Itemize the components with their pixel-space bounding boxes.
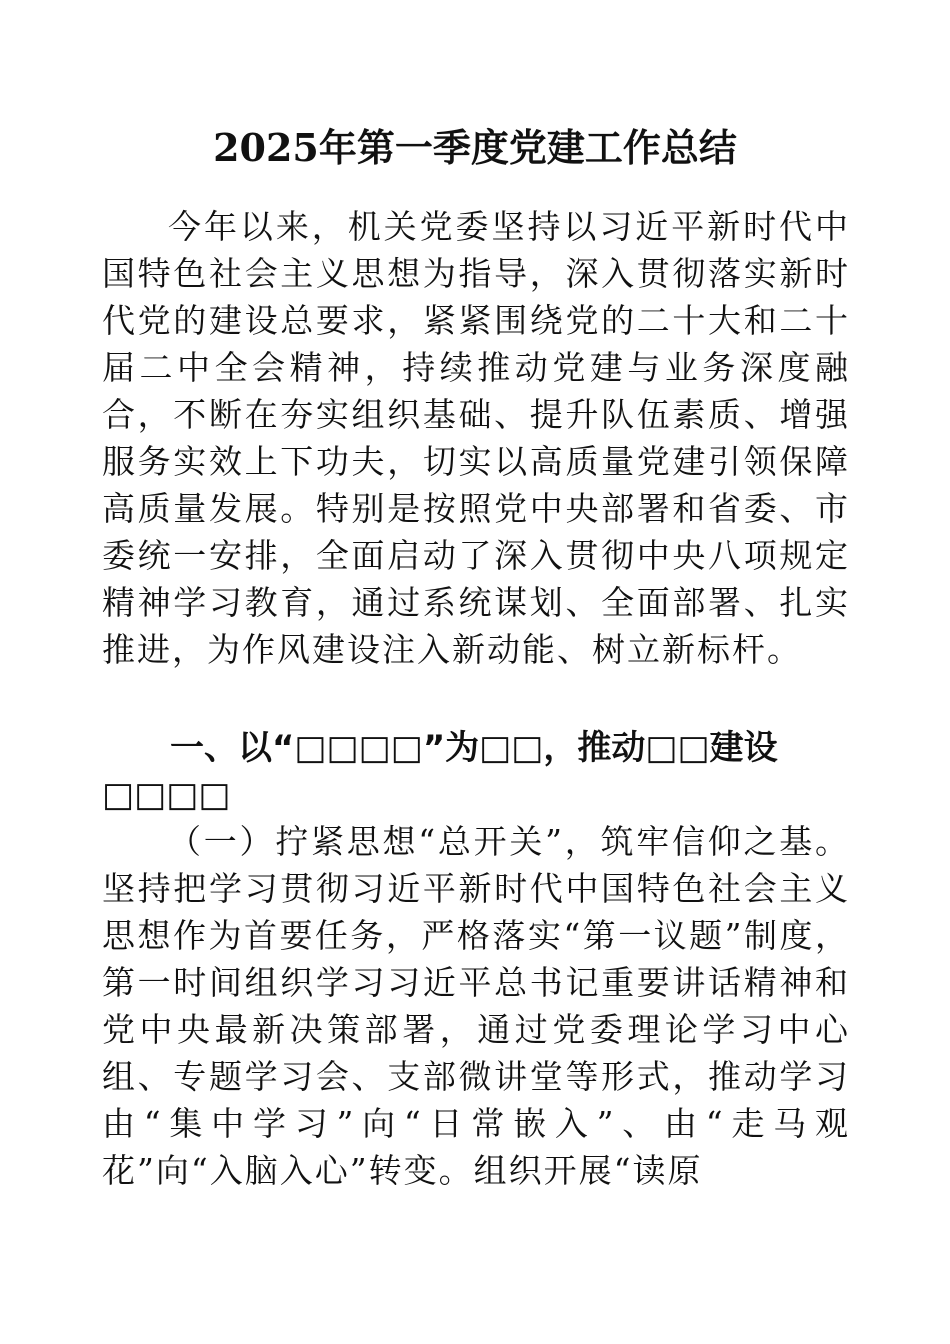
intro-paragraph: 今年以来，机关党委坚持以习近平新时代中国特色社会主义思想为指导，深入贯彻落实新时代党的建设总要求，紧紧围绕党的二十大和二十届二中全会精神，持续推动党建与业务深度融合，不断在夯实组织基础、提升队伍素质、增强服务实效上下功夫，切实以高质量党建引领保障高质量发展。特别是按照党中央部署和省委、市委统一安排，全面启动了深入贯彻中央八项规定精神学习教育，通过系统谋划、全面部署、扎实推进，为作风建设注入新动能、树立新标杆。 — [102, 207, 850, 669]
subsection-paragraph: （一）拧紧思想“总开关”，筑牢信仰之基。坚持把学习贯彻习近平新时代中国特色社会主义思想作为首要任务，严格落实“第一议题”制度，第一时间组织学习习近平总书记重要讲话精神和党中央最新决策部署，通过党委理论学习中心组、专题学习会、支部微讲堂等形式，推动学习由“集中学习”向“日常嵌入”、由“走马观花”向“入脑入心”转变。组织开展“读原 — [102, 822, 850, 1190]
page-title: 2025年第一季度党建工作总结 — [213, 125, 737, 170]
section-heading: 一、以“□□□□”为□□，推动□□建设□□□□ — [102, 728, 778, 815]
